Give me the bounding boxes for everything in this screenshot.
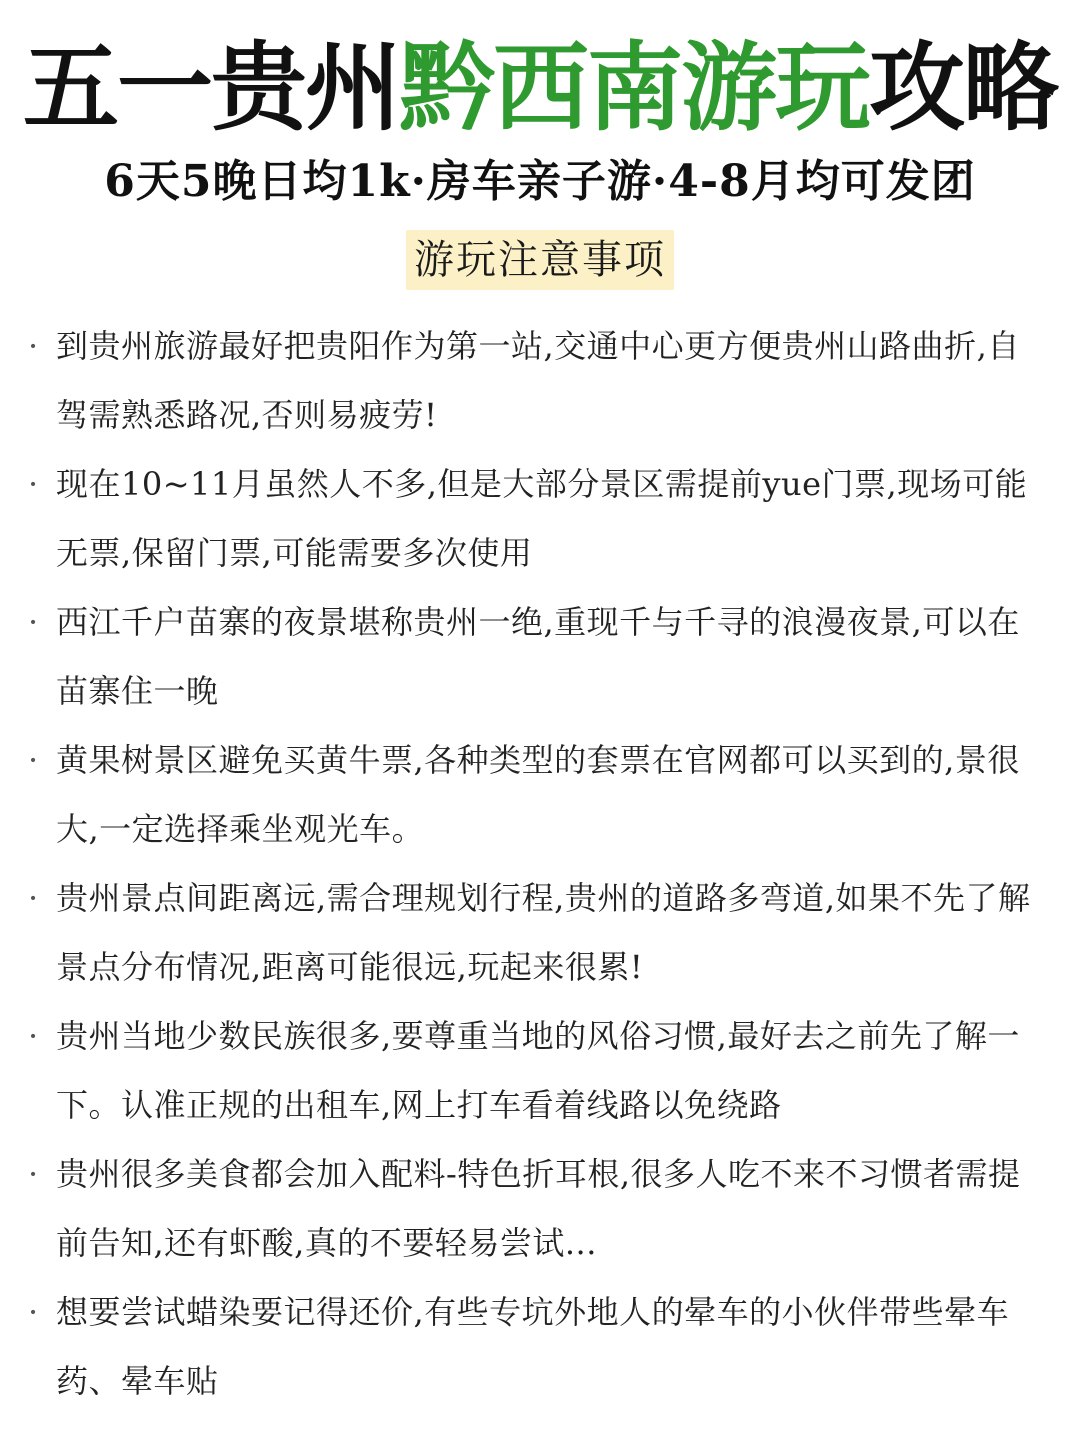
tip-item (0, 312, 1080, 450)
tips-list (0, 312, 1080, 1416)
tip-text: 贵州很多美食都会加入配料-特色折耳根,很多人吃不来不习惯者需提前告知,还有虾酸,真的不要轻易尝试... (56, 1155, 1021, 1262)
bullet-dot: · (28, 465, 39, 503)
page-title (0, 28, 1080, 148)
tip-item (0, 1002, 1080, 1140)
title-highlight: 黔西南游玩 (399, 32, 869, 144)
tip-text: 现在10~11月虽然人不多,但是大部分景区需提前yue门票,现场可能无票,保留门票,可能需要多次使用 (56, 465, 1028, 572)
title-prefix: 五一贵州 (23, 32, 399, 144)
bullet-dot: · (28, 603, 39, 641)
section-header (0, 230, 1080, 290)
tip-item (0, 864, 1080, 1002)
bullet-dot: · (28, 1155, 39, 1193)
tip-item (0, 1278, 1080, 1416)
tip-text: 西江千户苗寨的夜景堪称贵州一绝,重现千与千寻的浪漫夜景,可以在苗寨住一晚 (56, 603, 1020, 710)
tip-item (0, 1140, 1080, 1278)
bullet-dot: · (28, 327, 39, 365)
tip-text: 贵州当地少数民族很多,要尊重当地的风俗习惯,最好去之前先了解一下。认准正规的出租车,网上打车看着线路以免绕路 (56, 1017, 1020, 1124)
bullet-dot: · (28, 741, 39, 779)
bullet-dot: · (28, 1017, 39, 1055)
tip-text: 黄果树景区避免买黄牛票,各种类型的套票在官网都可以买到的,景很大,一定选择乘坐观光车。 (56, 741, 1020, 848)
title-suffix: 攻略 (869, 32, 1057, 144)
bullet-dot: · (28, 879, 39, 917)
tip-item (0, 588, 1080, 726)
bullet-dot: · (28, 1293, 39, 1331)
tip-text: 想要尝试蜡染要记得还价,有些专坑外地人的晕车的小伙伴带些晕车药、晕车贴 (56, 1293, 1010, 1400)
tip-text: 到贵州旅游最好把贵阳作为第一站,交通中心更方便贵州山路曲折,自驾需熟悉路况,否则易疲劳! (56, 327, 1020, 434)
tip-item (0, 450, 1080, 588)
section-label: 游玩注意事项 (406, 230, 674, 290)
tip-text: 贵州景点间距离远,需合理规划行程,贵州的道路多弯道,如果不先了解景点分布情况,距离可能很远,玩起来很累! (56, 879, 1031, 986)
tip-item (0, 726, 1080, 864)
page-subtitle: 6天5晚日均1k·房车亲子游·4-8月均可发团 (104, 156, 976, 207)
